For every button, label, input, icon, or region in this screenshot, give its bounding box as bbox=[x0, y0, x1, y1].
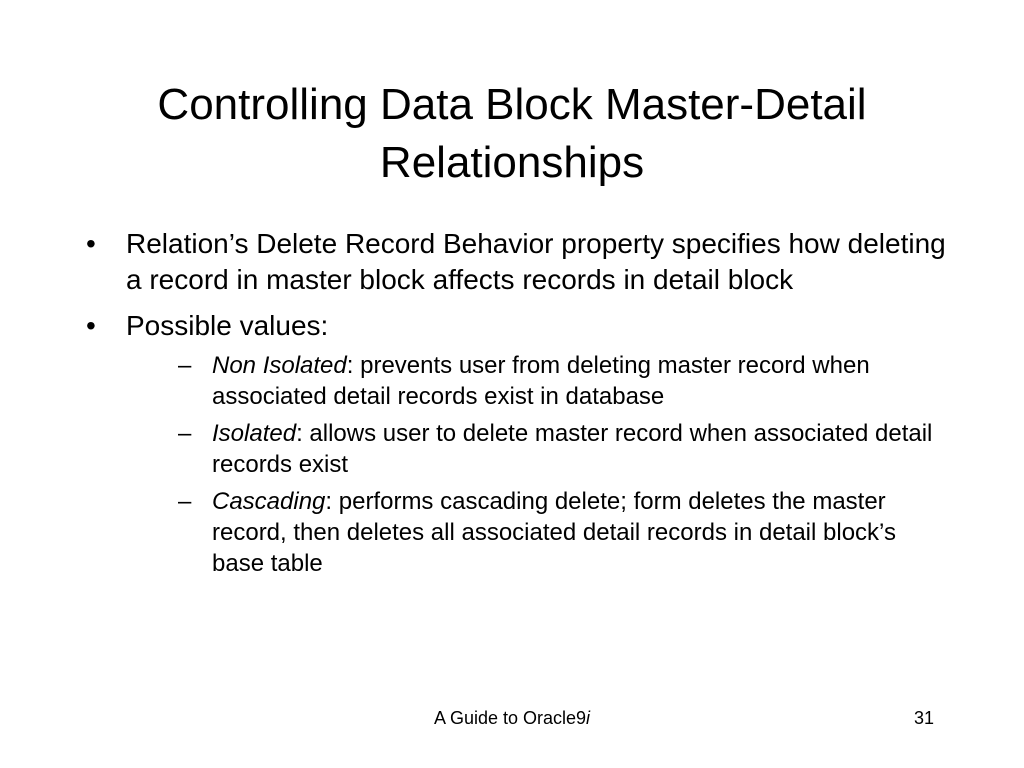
sub-bullet-term: Isolated bbox=[212, 420, 297, 447]
bullet-item bbox=[86, 308, 946, 579]
bullet-marker: • bbox=[86, 310, 96, 341]
sub-bullet-text: : prevents user from deleting master record when associated detail records exist in database bbox=[212, 352, 870, 410]
sub-bullet-item bbox=[166, 418, 946, 480]
slide-content bbox=[86, 226, 946, 589]
sub-bullet-item bbox=[166, 486, 946, 579]
bullet-marker: • bbox=[86, 228, 96, 259]
bullet-text: Possible values: bbox=[126, 310, 329, 341]
footer-title bbox=[0, 706, 1024, 730]
sub-bullet-marker: – bbox=[178, 352, 192, 379]
footer-title-suffix: i bbox=[586, 708, 591, 728]
sub-bullet-text: : allows user to delete master record when associated detail records exist bbox=[212, 420, 933, 478]
sub-bullet-marker: – bbox=[178, 488, 192, 515]
sub-bullet-item bbox=[166, 350, 946, 412]
sub-bullet-term: Cascading bbox=[212, 488, 326, 515]
bullet-text: Relation’s Delete Record Behavior property specifies how deleting a record in master block affects records in detail block bbox=[126, 228, 946, 295]
slide-title bbox=[60, 76, 964, 192]
slide-title-line-1: Controlling Data Block Master-Detail bbox=[157, 80, 867, 129]
page-number: 31 bbox=[913, 708, 934, 728]
footer-title-prefix: A Guide to Oracle9 bbox=[433, 708, 587, 728]
sub-bullet-term: Non Isolated bbox=[212, 352, 347, 379]
bullet-item bbox=[86, 226, 946, 298]
sub-bullet-text: : performs cascading delete; form deletes the master record, then deletes all associated detail records in detail block’s base table bbox=[212, 488, 896, 577]
slide-title-line-2: Relationships bbox=[379, 138, 645, 187]
sub-bullet-marker: – bbox=[178, 420, 192, 447]
sub-bullet-list bbox=[166, 350, 946, 579]
